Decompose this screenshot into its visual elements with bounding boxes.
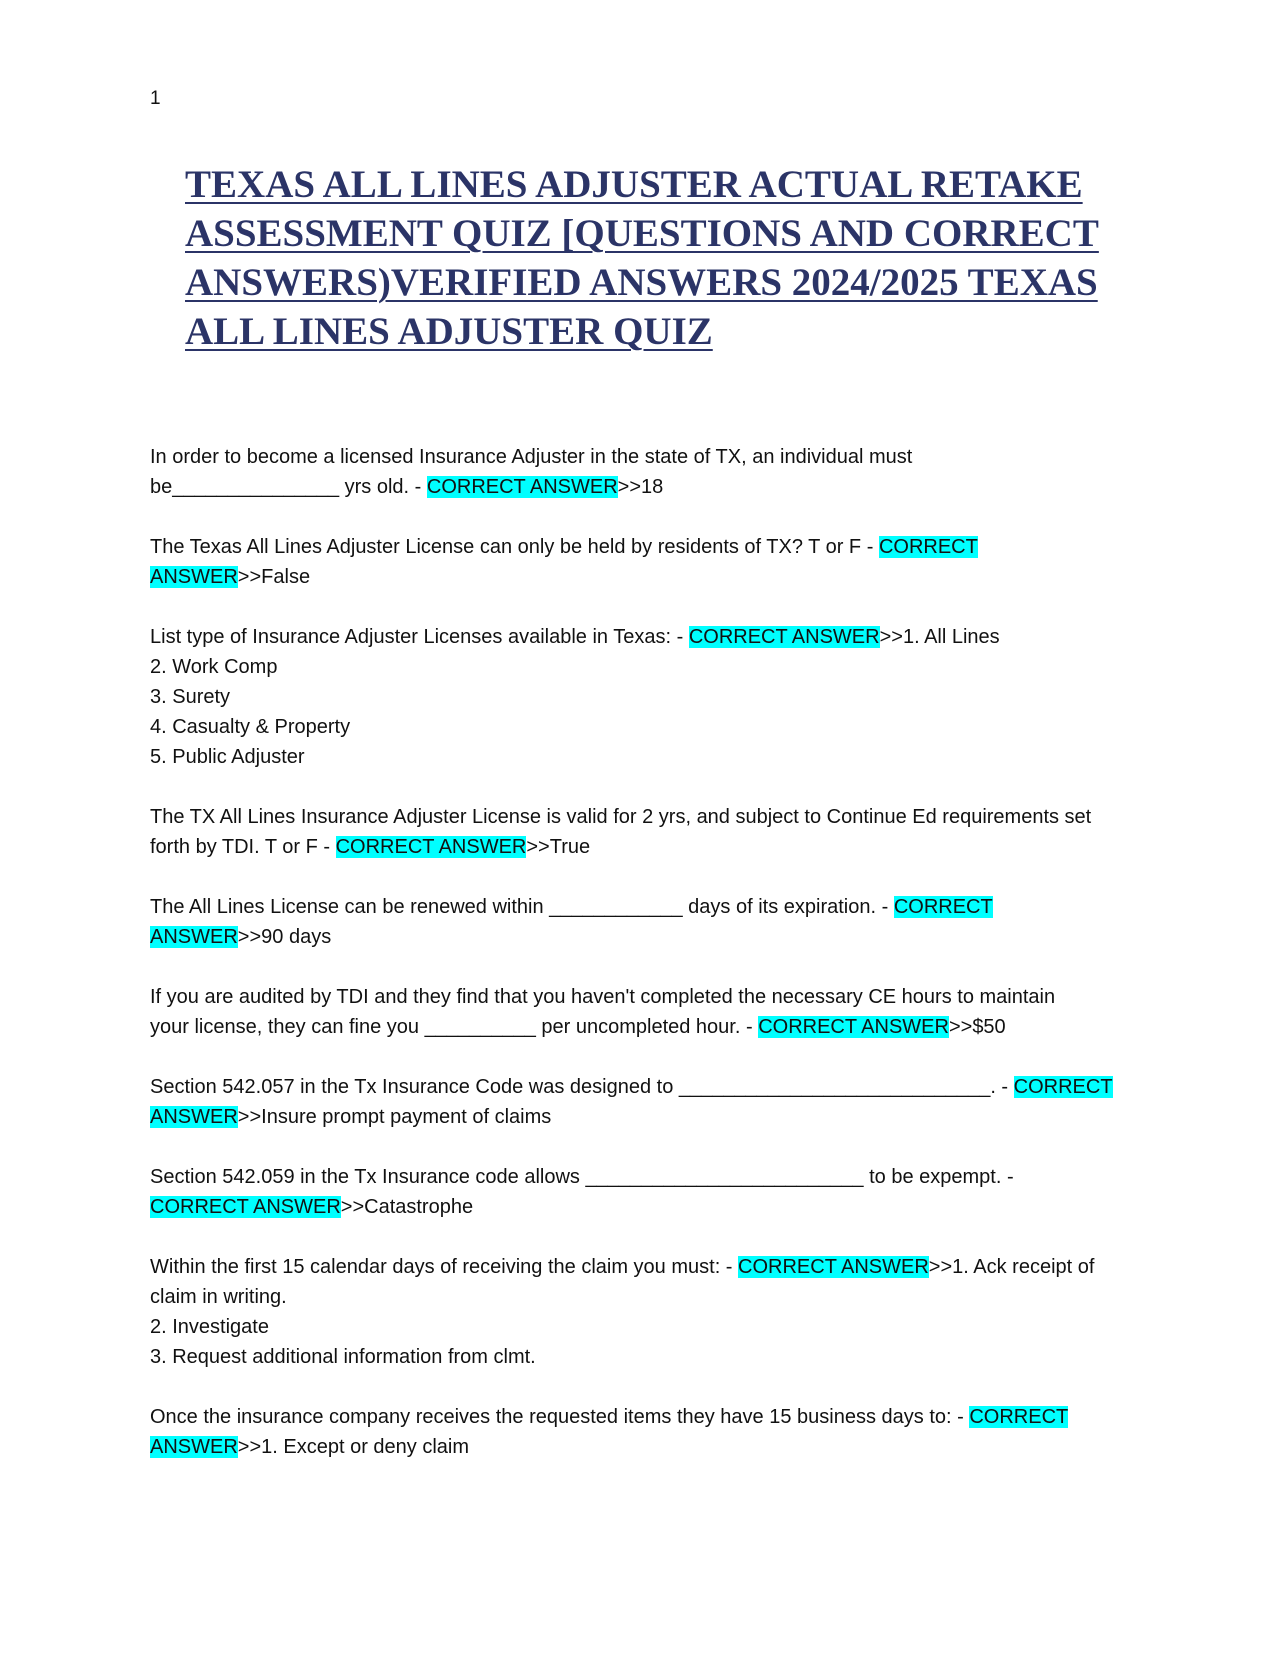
- answer-list-item: 2. Work Comp: [150, 656, 278, 678]
- question-text: The TX All Lines Insurance Adjuster License is valid for 2 yrs, and subject to Continue Ed requirements set: [150, 806, 1092, 828]
- answer-text: >>18: [617, 476, 664, 498]
- question-text: The All Lines License can be renewed within ____________ days of its expiration. -: [150, 896, 894, 918]
- answer-text: >>90 days: [237, 926, 332, 948]
- correct-answer-highlight: CORRECT ANSWER: [688, 626, 880, 648]
- answer-text: >>1. All Lines: [879, 626, 1000, 648]
- qa-item-2: [150, 532, 1140, 592]
- qa-item-8: [150, 1162, 1140, 1222]
- question-text: Once the insurance company receives the requested items they have 15 business days to: -: [150, 1406, 970, 1428]
- correct-answer-highlight: CORRECT: [1013, 1076, 1113, 1098]
- correct-answer-highlight: CORRECT: [878, 536, 978, 558]
- question-text: Section 542.059 in the Tx Insurance code allows _________________________ to be expempt. -: [150, 1166, 1014, 1188]
- question-text: your license, they can fine you __________ per uncompleted hour. -: [150, 1016, 759, 1038]
- question-text: List type of Insurance Adjuster Licenses available in Texas: -: [150, 626, 689, 648]
- correct-answer-highlight: CORRECT: [969, 1406, 1069, 1428]
- document-title: TEXAS ALL LINES ADJUSTER ACTUAL RETAKE ASSESSMENT QUIZ [QUESTIONS AND CORRECT ANSWERS)VERIFIED ANSWERS 2024/2025 TEXAS ALL LINES ADJUSTER QUIZ: [185, 163, 1099, 353]
- answer-text: claim in writing.: [150, 1286, 287, 1308]
- question-text: The Texas All Lines Adjuster License can only be held by residents of TX? T or F -: [150, 536, 879, 558]
- question-text: If you are audited by TDI and they find that you haven't completed the necessary CE hours to maintain: [150, 986, 1056, 1008]
- correct-answer-highlight: ANSWER: [150, 926, 238, 948]
- page-number: 1: [150, 88, 161, 109]
- qa-item-9: [150, 1252, 1140, 1372]
- question-text: In order to become a licensed Insurance Adjuster in the state of TX, an individual must: [150, 446, 913, 468]
- question-text: Within the first 15 calendar days of receiving the claim you must: -: [150, 1256, 739, 1278]
- answer-list-item: 2. Investigate: [150, 1316, 269, 1338]
- answer-text: >>$50: [948, 1016, 1006, 1038]
- qa-item-10: [150, 1402, 1140, 1462]
- answer-text: >>1. Except or deny claim: [237, 1436, 470, 1458]
- correct-answer-highlight: ANSWER: [150, 1106, 238, 1128]
- qa-item-3: [150, 622, 1140, 772]
- answer-text: >>Catastrophe: [340, 1196, 474, 1218]
- question-text: be_______________ yrs old. -: [150, 476, 427, 498]
- qa-item-5: [150, 892, 1140, 952]
- answer-list-item: 3. Request additional information from clmt.: [150, 1346, 536, 1368]
- qa-list: [150, 442, 1140, 1492]
- qa-item-1: [150, 442, 1140, 502]
- correct-answer-highlight: CORRECT ANSWER: [150, 1196, 341, 1218]
- correct-answer-highlight: ANSWER: [150, 566, 238, 588]
- answer-text: >>Insure prompt payment of claims: [237, 1106, 552, 1128]
- correct-answer-highlight: CORRECT ANSWER: [758, 1016, 949, 1038]
- correct-answer-highlight: ANSWER: [150, 1436, 238, 1458]
- question-text: forth by TDI. T or F -: [150, 836, 336, 858]
- qa-item-7: [150, 1072, 1140, 1132]
- qa-item-6: [150, 982, 1140, 1042]
- answer-text: >>True: [526, 836, 591, 858]
- correct-answer-highlight: CORRECT: [893, 896, 993, 918]
- correct-answer-highlight: CORRECT ANSWER: [426, 476, 618, 498]
- qa-item-4: [150, 802, 1140, 862]
- answer-text: >>1. Ack receipt of: [928, 1256, 1095, 1278]
- correct-answer-highlight: CORRECT ANSWER: [738, 1256, 929, 1278]
- answer-text: >>False: [237, 566, 311, 588]
- question-text: Section 542.057 in the Tx Insurance Code was designed to ____________________________. -: [150, 1076, 1014, 1098]
- answer-list-item: 3. Surety: [150, 686, 231, 708]
- answer-list-item: 5. Public Adjuster: [150, 746, 305, 768]
- answer-list-item: 4. Casualty & Property: [150, 716, 351, 738]
- correct-answer-highlight: CORRECT ANSWER: [335, 836, 527, 858]
